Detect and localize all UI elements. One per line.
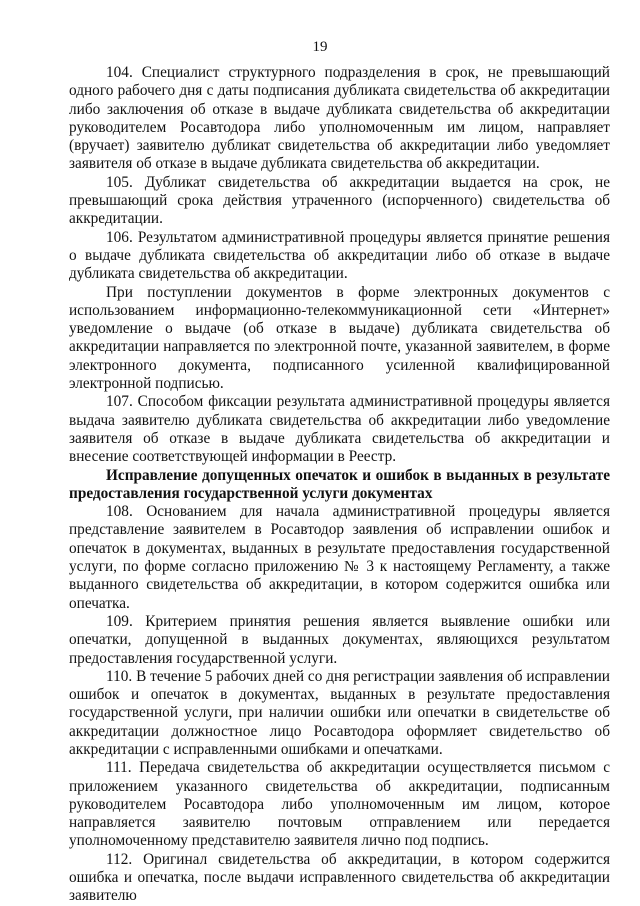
paragraph-108: 108. Основанием для начала административной процедуры является представление заявителем в Росавтодор заявления об исправлении ошибок и опечаток в документах, выданных в результате предоставления государственной услуги, по форме согласно приложению № 3 к настоящему Регламенту, а также выданного свидетельства об аккредитации, в котором содержится ошибка или опечатка. — [69, 503, 610, 612]
paragraph-106-electronic: При поступлении документов в форме электронных документов с использованием информационно-телекоммуникационной сети «Интернет» уведомление о выдаче (об отказе в выдаче) дубликата свидетельства об аккредитации направляется по электронной почте, указанной заявителем, в форме электронного документа, подписанного усиленной квалифицированной электронной подписью. — [69, 283, 610, 393]
paragraph-112: 112. Оригинал свидетельства об аккредитации, в котором содержится ошибка и опечатка, после выдачи исправленного свидетельства об аккредитации заявителю — [69, 850, 610, 905]
paragraph-107: 107. Способом фиксации результата административной процедуры является выдача заявителю дубликата свидетельства об аккредитации либо уведомление заявителя об отказе в выдаче дубликата свидетельства об аккредитации и внесение соответствующей информации в Реестр. — [69, 393, 610, 466]
page-number: 19 — [312, 39, 328, 55]
paragraph-109: 109. Критерием принятия решения является выявление ошибки или опечатки, допущенной в выданных документах, являющихся результатом предоставления государственной услуги. — [69, 612, 610, 667]
paragraph-104: 104. Специалист структурного подразделения в срок, не превышающий одного рабочего дня с даты подписания дубликата свидетельства об аккредитации либо заключения об отказе в выдаче дубликата свидетельства об аккредитации руководителем Росавтодора либо уполномоченным им лицом, направляет (вручает) заявителю дубликат свидетельства об аккредитации либо уведомляет заявителя об отказе в выдаче дубликата свидетельства об аккредитации. — [69, 64, 610, 173]
paragraph-110: 110. В течение 5 рабочих дней со дня регистрации заявления об исправлении ошибок и опечаток в документах, выданных в результате предоставления государственной услуги, при наличии ошибки или опечатки в свидетельстве об аккредитации должностное лицо Росавтодора оформляет свидетельство об аккредитации с исправленными ошибками и опечатками. — [69, 667, 610, 758]
document-body — [69, 64, 610, 906]
paragraph-105: 105. Дубликат свидетельства об аккредитации выдается на срок, не превышающий срока действия утраченного (испорченного) свидетельства об аккредитации. — [69, 173, 610, 228]
section-heading: Исправление допущенных опечаток и ошибок в выданных в результате предоставления государственной услуги документах — [69, 466, 610, 502]
paragraph-111: 111. Передача свидетельства об аккредитации осуществляется письмом с приложением указанного свидетельства об аккредитации, подписанным руководителем Росавтодора либо уполномоченным им лицом, которое направляется заявителю почтовым отправлением или передается уполномоченному представителю заявителя лично под подпись. — [69, 759, 610, 850]
paragraph-106: 106. Результатом административной процедуры является принятие решения о выдаче дубликата свидетельства об аккредитации либо об отказе в выдаче дубликата свидетельства об аккредитации. — [69, 228, 610, 283]
